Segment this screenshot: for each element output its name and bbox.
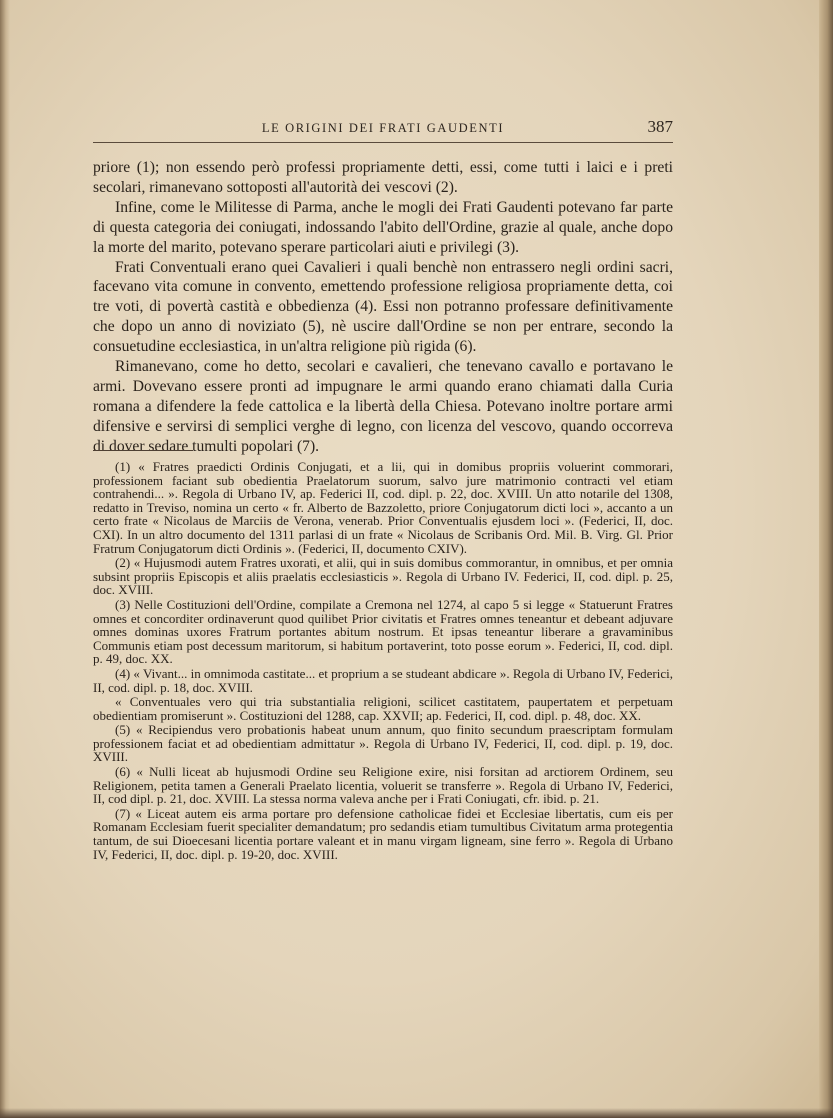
footnote: (6) « Nulli liceat ab hujusmodi Ordine seu Religione exire, nisi forsitan ad arctiorem Ordinem, seu Religionem, petita tamen a Generali Praelato licentia, voluerit se transferre ». Regola di Urbano IV, Federici, II, cod dipl. p. 21, doc. XVIII. La stessa norma valeva anche per i Frati Coniugati, cfr. ibid. p. 21.	[93, 764, 673, 807]
footnote-separator	[93, 450, 193, 451]
paragraph: Rimanevano, come ho detto, secolari e cavalieri, che tenevano cavallo e portavano le armi. Dovevano essere pronti ad impugnare le armi quando erano chiamati dalla Curia romana a difendere la fede cattolica e la libertà della Chiesa. Potevano inoltre portare armi difensive e servirsi di semplici verghe di legno, con licenza del vescovo, quando occorreva di dover sedare tumulti popolari (7).	[93, 358, 673, 455]
page-bottom-edge	[0, 1108, 833, 1118]
page-number: 387	[647, 117, 673, 136]
running-title: LE ORIGINI DEI FRATI GAUDENTI	[261, 121, 505, 135]
paragraph: Infine, come le Militesse di Parma, anche le mogli dei Frati Gaudenti potevano far parte di questa categoria dei coniugati, indossando l'abito dell'Ordine, grazie al quale, anche dopo la morte del marito, potevano sperare particolari aiuti e privilegi (3).	[93, 198, 673, 256]
paragraph: priore (1); non essendo però professi propriamente detti, essi, come tutti i laici e i preti secolari, rimanevano sottoposti all'autorità dei vescovi (2).	[93, 159, 673, 196]
page-right-edge	[819, 0, 833, 1118]
footnote: (3) Nelle Costituzioni dell'Ordine, compilate a Cremona nel 1274, al capo 5 si legge « Statuerunt Fratres omnes et concorditer ordinaverunt quod quilibet Prior civitatis et Fratres omnes teneantur et debeant adjuvare omnes dominas uxores Fratrum portantes abitum nostrum. Et ipsas teneantur liberare a gravaminibus Communis etiam post decessum maritorum, si habitum portaverint, toto posse eorum ». Federici, II, cod. dipl. p. 49, doc. XX.	[93, 596, 673, 667]
page-left-edge	[0, 0, 10, 1118]
footnote: « Conventuales vero qui tria substantialia religioni, scilicet castitatem, paupertatem et perpetuam obedientiam promiserunt ». Costituzioni del 1288, cap. XXVII; ap. Federici, II, cod. dipl. p. 48, doc. XX.	[93, 694, 673, 723]
footnotes	[93, 460, 673, 862]
main-text	[93, 158, 673, 457]
footnote: (5) « Recipiendus vero probationis habeat unum annum, quo finito secundum praescriptam formulam professionem faciat et ad obedientiam admittatur ». Regola di Urbano IV, Federici, II, cod. dipl. p. 19, doc. XVIII.	[93, 722, 673, 765]
footnote: (1) « Fratres praedicti Ordinis Conjugati, et a lii, qui in domibus propriis voluerint commorari, professionem faciant sub obedientia Praelatorum suorum, salvo jure matrimonio contracti vel etiam contrahendi... ». Regola di Urbano IV, ap. Federici II, cod. dipl. p. 22, doc. XVIII. Un atto notarile del 1308, redatto in Treviso, nomina un certo « fr. Alberto de Bazzoletto, priore Conjugatorum dicti loci », accanto a un certo frate « Nicolaus de Marciis de Verona, venerab. Prior Conventualis ejusdem loci ». (Federici, II, doc. CXI). In un altro documento del 1311 parlasi di un frate « Nicolaus de Scribanis Ord. Mil. B. Virg. Gl. Prior Fratrum Conjugatorum dicti Ordinis ». (Federici, II, documento CXIV).	[93, 459, 673, 556]
footnote: (4) « Vivant... in omnimoda castitate... et proprium a se studeant abdicare ». Regola di Urbano IV, Federici, II, cod. dipl. p. 18, doc. XVIII.	[93, 665, 673, 695]
running-header	[93, 118, 673, 143]
paragraph: Frati Conventuali erano quei Cavalieri i quali benchè non entrassero negli ordini sacri, facevano vita comune in convento, emettendo professione religiosa propriamente detta, coi tre voti, di povertà castità e obbedienza (4). Essi non potranno professare definitivamente che dopo un anno di noviziato (5), nè uscire dall'Ordine se non per entrare, secondo la consuetudine ecclesiastica, in un'altra religione più rigida (6).	[93, 258, 673, 356]
footnote: (2) « Hujusmodi autem Fratres uxorati, et alii, qui in suis domibus commorantur, in omnibus, et per omnia subsint propriis Episcopis et aliis praelatis ecclesiasticis ». Regola di Urbano IV. Federici, II, cod. dipl. p. 25, doc. XVIII.	[93, 555, 673, 598]
footnote: (7) « Liceat autem eis arma portare pro defensione catholicae fidei et Ecclesiae libertatis, cum eis per Romanam Ecclesiam fuerit specialiter demandatum; pro sedandis etiam tumultibus Civitatum arma protegentia tantum, de sui Dioecesani licentia portare valeant et in manu virgam ligneam, sine ferro ». Regola di Urbano IV, Federici, II, doc. dipl. p. 19-20, doc. XVIII.	[93, 805, 673, 862]
